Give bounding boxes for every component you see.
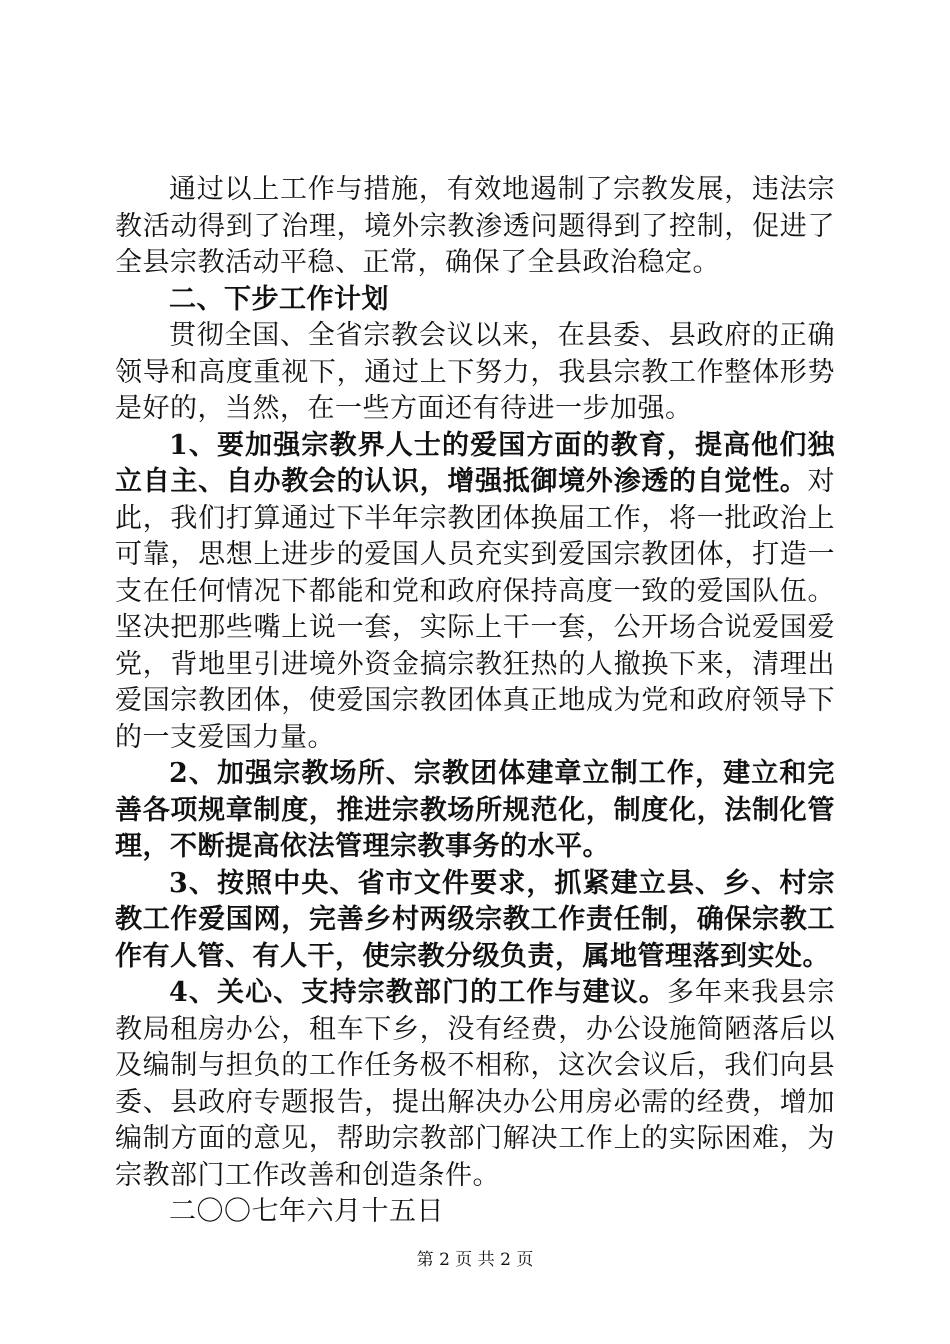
plan-item-3-lead: 3、按照中央、省市文件要求，抓紧建立县、乡、村宗教工作爱国网，完善乡村两级宗教工作责任制，确保宗教工作有人管、有人干，使宗教分级负责，属地管理落到实处。 bbox=[115, 867, 835, 972]
plan-item-1-lead: 1、要加强宗教界人士的爱国方面的教育，提高他们独立自主、自办教会的认识，增强抵御境外渗透的自觉性。 bbox=[115, 429, 835, 497]
plan-item-4-body: 多年来我县宗教局租房办公，租车下乡，没有经费，办公设施简陋落后以及编制与担负的工作任务极不相称，这次会议后，我们向县委、县政府专题报告，提出解决办公用房必需的经费，增加编制方面的意见，帮助宗教部门解决工作上的实际困难，为宗教部门工作改善和创造条件。 bbox=[115, 977, 835, 1191]
paragraph-summary: 通过以上工作与措施，有效地遏制了宗教发展，违法宗教活动得到了治理，境外宗教渗透问题得到了控制，促进了全县宗教活动平稳、正常，确保了全县政治稳定。 bbox=[115, 174, 835, 278]
plan-item-4 bbox=[115, 975, 835, 1194]
paragraph-intro: 贯彻全国、全省宗教会议以来，在县委、县政府的正确领导和高度重视下，通过上下努力，我县宗教工作整体形势是好的，当然，在一些方面还有待进一步加强。 bbox=[115, 320, 835, 424]
section-heading-next-steps: 二、下步工作计划 bbox=[169, 283, 389, 315]
document-body bbox=[115, 172, 835, 1231]
plan-item-1 bbox=[115, 428, 835, 757]
plan-item-4-lead: 4、关心、支持宗教部门的工作与建议。 bbox=[169, 977, 667, 1008]
plan-item-1-body: 对此，我们打算通过下半年宗教团体换届工作，将一批政治上可靠，思想上进步的爱国人员充实到爱国宗教团体，打造一支在任何情况下都能和党和政府保持高度一致的爱国队伍。坚决把那些嘴上说一套，实际上干一套，公开场合说爱国爱党，背地里引进境外资金搞宗教狂热的人撤换下来，清理出爱国宗教团体，使爱国宗教团体真正地成为党和政府领导下的一支爱国力量。 bbox=[115, 466, 835, 753]
document-date: 二〇〇七年六月十五日 bbox=[169, 1196, 444, 1227]
page-footer: 第 2 页 共 2 页 bbox=[416, 1250, 534, 1270]
plan-item-2 bbox=[115, 756, 835, 866]
plan-item-3 bbox=[115, 866, 835, 976]
plan-item-2-lead: 2、加强宗教场所、宗教团体建章立制工作，建立和完善各项规章制度，推进宗教场所规范化，制度化，法制化管理，不断提高依法管理宗教事务的水平。 bbox=[115, 758, 835, 862]
